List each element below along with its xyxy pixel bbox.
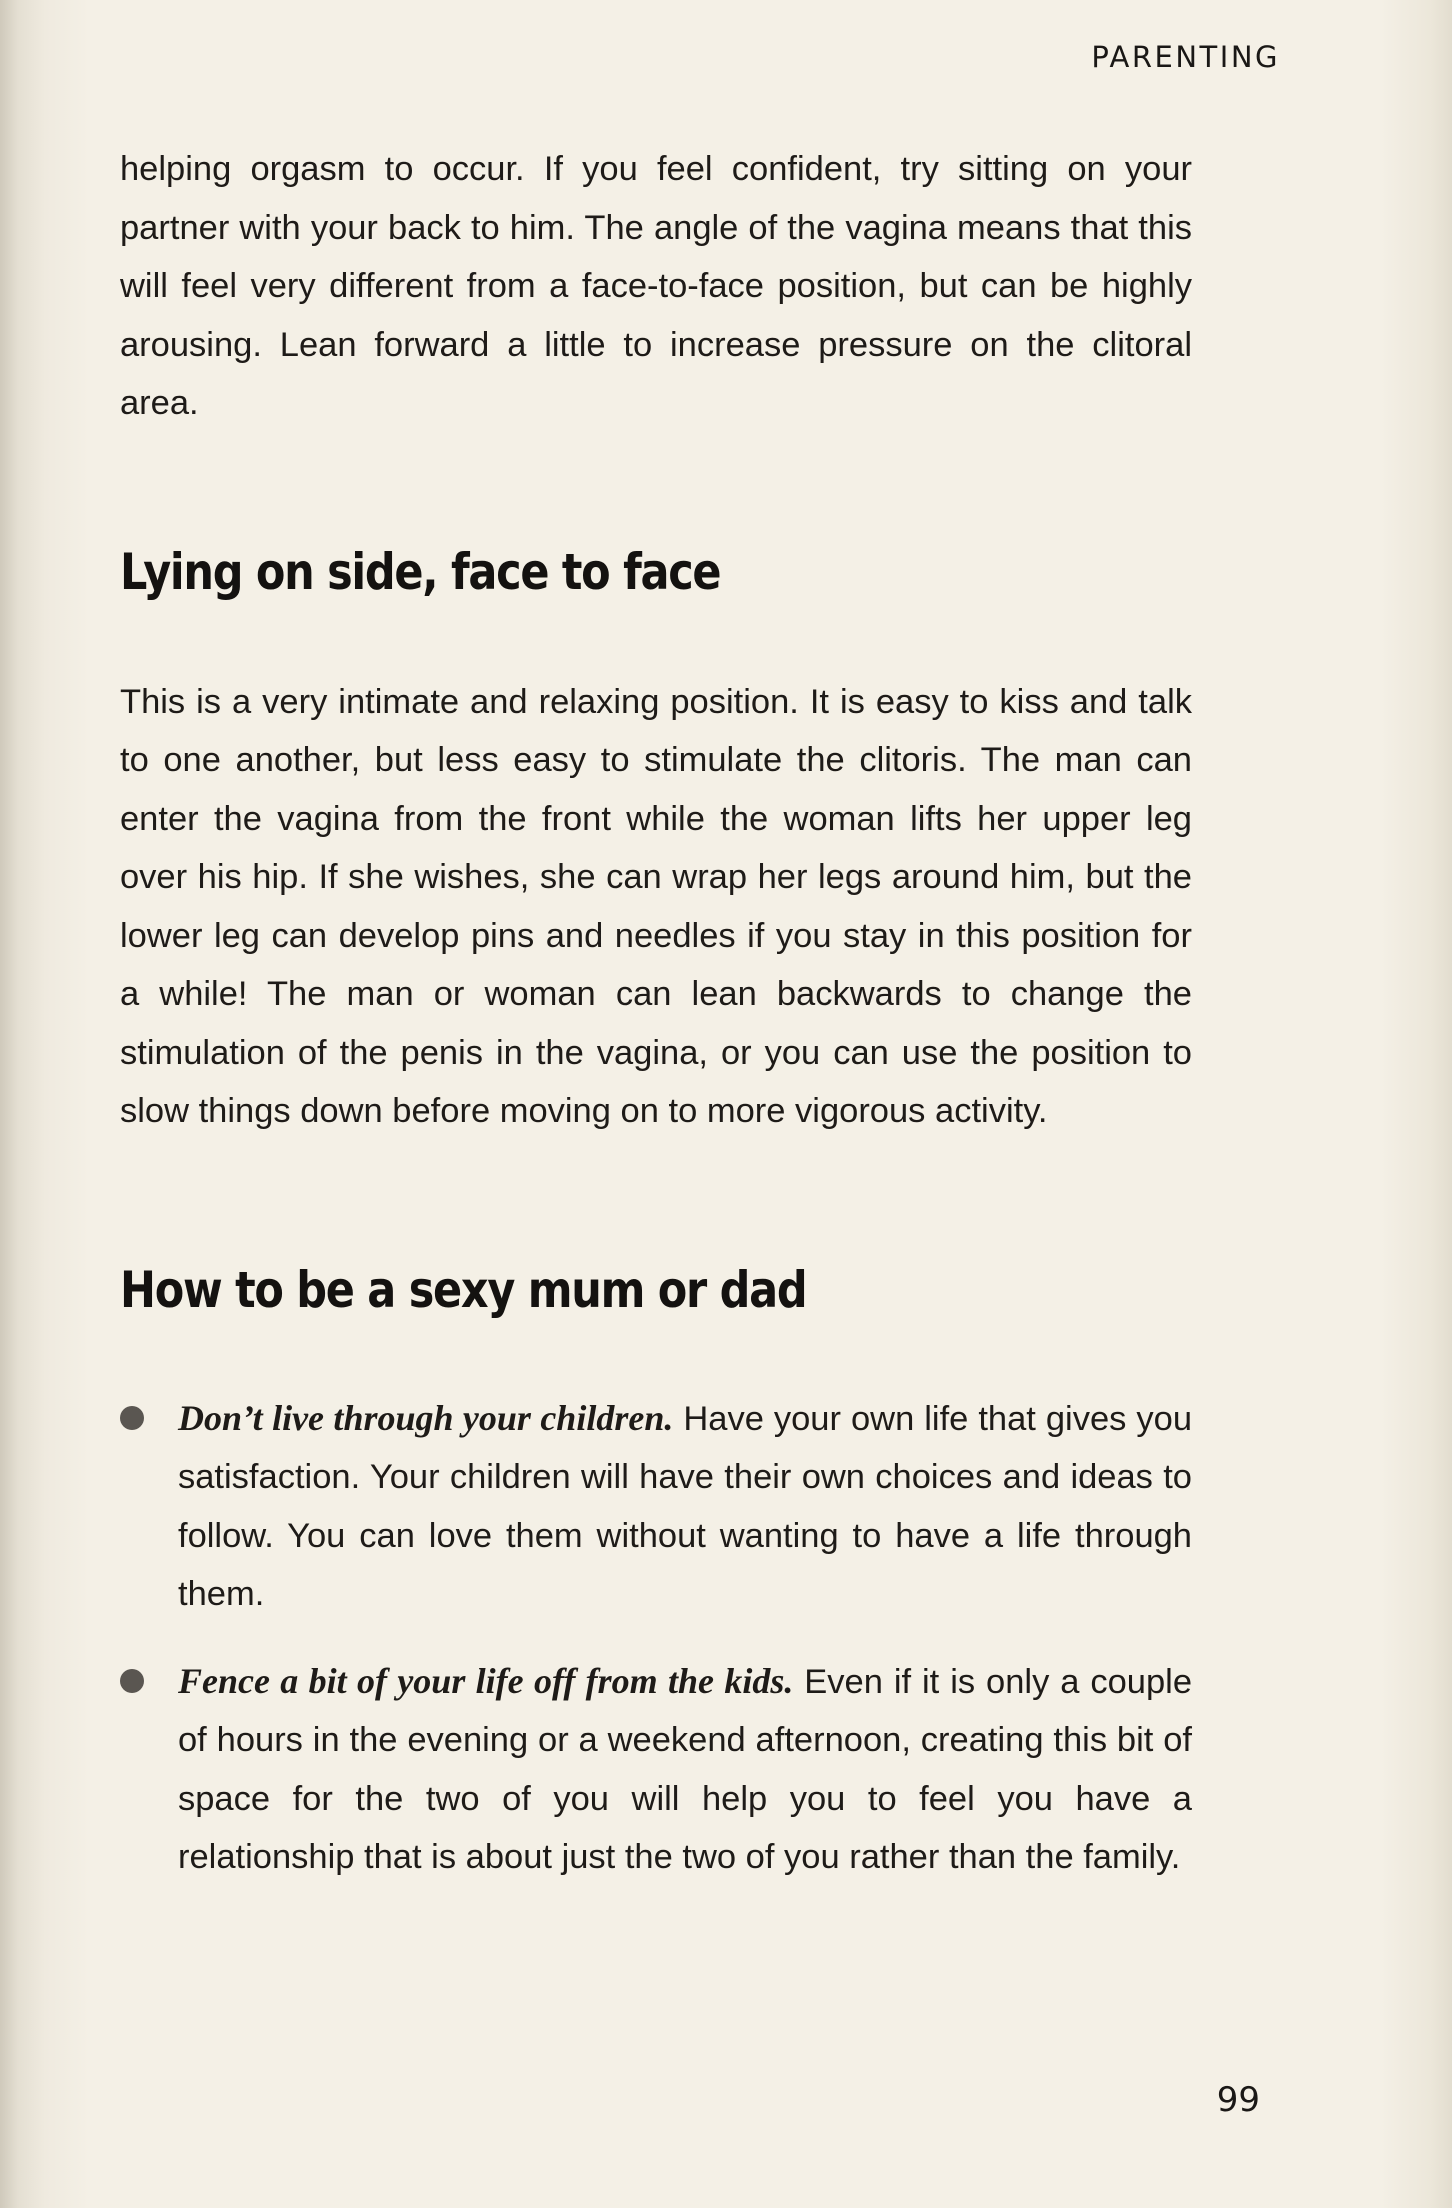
list-item-body: Have your own life that gives you satisfaction. Your children will have their own choices and ideas to follow. You can love them without wanting to have a life through them.: [178, 1399, 1193, 1613]
section-side-paragraph: This is a very intimate and relaxing position. It is easy to kiss and talk to one another, but less easy to stimulate the clitoris. The man can enter the vagina from the front while the woman lifts her upper leg over his hip. If she wishes, she can wrap her legs around him, but the lower leg can develop pins and needles if you stay in this position for a while! The man or woman can lean backwards to change the stimulation of the penis in the vagina, or you can use the position to slow things down before moving on to more vigorous activity.: [120, 682, 1192, 1130]
page-body: [120, 140, 1192, 1915]
section-heading-side: Lying on side, face to face: [120, 542, 721, 601]
running-head: PARENTING: [1091, 40, 1280, 74]
list-item: [120, 1389, 1192, 1624]
list-item: [120, 1652, 1192, 1887]
tips-list: [120, 1389, 1192, 1887]
bullet-icon: [120, 1406, 144, 1430]
bullet-icon: [120, 1669, 144, 1693]
list-item-text: [178, 1652, 1192, 1887]
list-item-body: Even if it is only a couple of hours in the evening or a weekend afternoon, creating this bit of space for the two of you will help you to feel you have a relationship that is about just the two of you rather than the family.: [178, 1662, 1193, 1876]
list-item-text: [178, 1389, 1192, 1624]
section-heading-sexy: How to be a sexy mum or dad: [120, 1260, 807, 1319]
list-item-lead: Don’t live through your children.: [178, 1397, 674, 1438]
intro-paragraph: helping orgasm to occur. If you feel confident, try sitting on your partner with your back to him. The angle of the vagina means that this will feel very different from a face-to-face position, but can be highly arousing. Lean forward a little to increase pressure on the clitoral area.: [120, 150, 1192, 422]
list-item-lead: Fence a bit of your life off from the kids.: [178, 1660, 794, 1701]
page-number: 99: [1216, 2080, 1260, 2120]
